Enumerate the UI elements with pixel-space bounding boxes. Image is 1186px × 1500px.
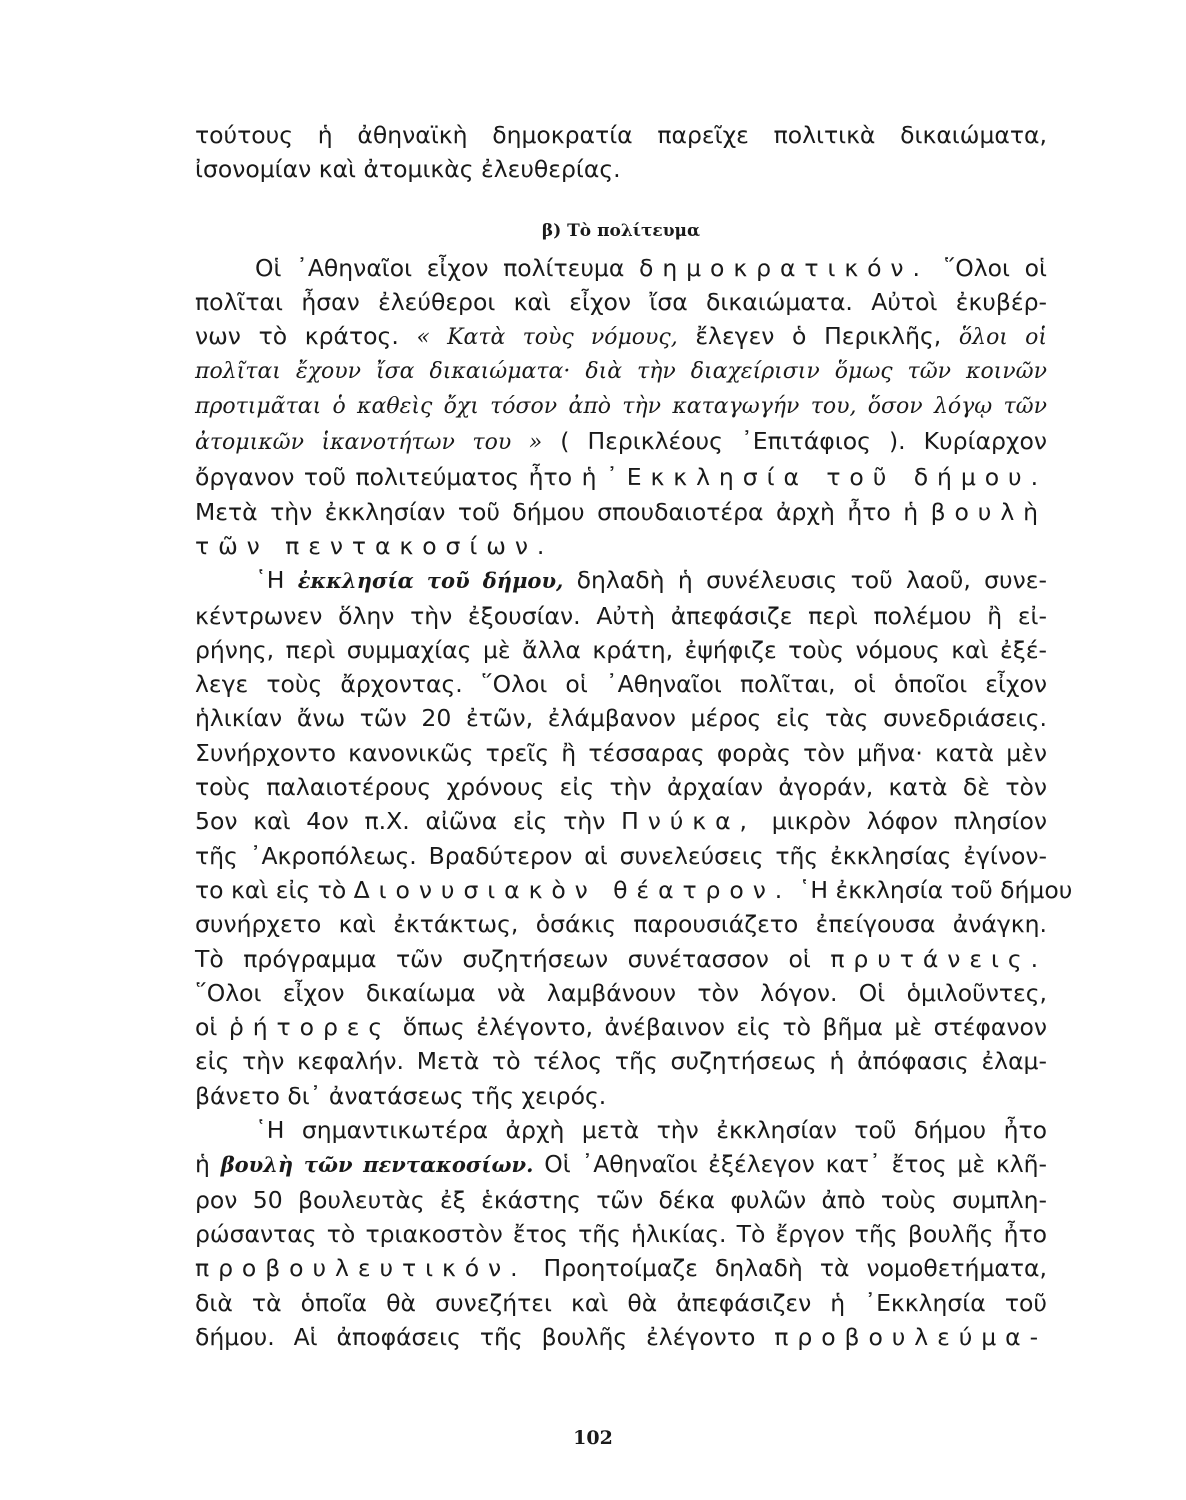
text-line: εἰς τὴν κεφαλήν. Μετὰ τὸ τέλος τῆς συζητήσεως ἡ ἀπόφασις ἐλαμ- [195, 1047, 1047, 1076]
spaced-term: προβουλεύμα- [774, 1322, 1047, 1351]
text-line: ρήνης, περὶ συμμαχίας μὲ ἄλλα κράτη, ἐψήφιζε τοὺς νόμους καὶ ἐξέ- [195, 635, 1047, 664]
text-run: ἔλεγεν ὁ Περικλῆς, [677, 322, 959, 351]
text-line [195, 873, 1073, 907]
text-line: συνήρχετο καὶ ἐκτάκτως, ὁσάκις παρουσιάζετο ἐπείγουσα ἀνάγκη. [195, 910, 1047, 939]
text-line [195, 942, 1047, 976]
text-line: διὰ τὰ ὁποῖα θὰ συνεζήτει καὶ θὰ ἀπεφάσιζεν ἡ ᾿Εκκλησία τοῦ [195, 1288, 1047, 1317]
text-run: ἡ [195, 1150, 221, 1179]
text-run: δηλαδὴ ἡ συνέλευσις τοῦ λαοῦ, συνε- [563, 566, 1047, 595]
text-line: κέντρωνεν ὅλην τὴν ἐξουσίαν. Αὐτὴ ἀπεφάσιζε περὶ πολέμου ἢ εἰ- [195, 601, 1047, 630]
text-line: ρώσαντας τὸ τριακοστὸν ἔτος τῆς ἡλικίας. Τὸ ἔργον τῆς βουλῆς ἦτο [195, 1219, 1047, 1248]
emphasis-term: ἐκκλησία τοῦ δήμου, [297, 568, 564, 594]
text-line [195, 804, 1047, 838]
text-line [195, 460, 1047, 494]
text-line: λεγε τοὺς ἄρχοντας. ῞Ολοι οἱ ᾿Αθηναῖοι πολῖται, οἱ ὁποῖοι εἶχον [195, 670, 1047, 699]
spaced-term: πρυτάνεις. [830, 944, 1047, 973]
emphasis-term: βουλὴ τῶν πεντακοσίων. [220, 1152, 534, 1178]
quote-line: πολῖται ἔχουν ἴσα δικαιώματα· διὰ τὴν διαχείρισιν ὅμως τῶν κοινῶν [195, 359, 1047, 385]
text-line [195, 1147, 1047, 1182]
text-line [195, 1320, 1047, 1354]
spaced-term: Πνύκα, [621, 807, 756, 836]
spaced-term: ῥήτορες [228, 1013, 392, 1042]
text-run: Τὸ πρόγραμμα τῶν συζητήσεων συνέτασσον οἱ [195, 944, 831, 973]
text-run: το καὶ εἰς τὸ [195, 875, 354, 904]
spaced-term: Διονυσιακὸν θέατρον. [353, 875, 792, 904]
text-run: Οἱ ᾿Αθηναῖοι ἐξέλεγον κατ᾿ ἔτος μὲ κλῆ- [533, 1150, 1047, 1179]
text-line: ἡλικίαν ἄνω τῶν 20 ἐτῶν, ἐλάμβανον μέρος εἰς τὰς συνεδριάσεις. [195, 704, 1047, 733]
quote-text: « Κατὰ τοὺς νόμους, [416, 325, 678, 351]
text-run: ῾Η [255, 566, 298, 595]
text-line [195, 563, 1047, 598]
text-run: νων τὸ κράτος. [195, 322, 417, 351]
text-line: ρον 50 βουλευτὰς ἐξ ἑκάστης τῶν δέκα φυλῶν ἀπὸ τοὺς συμπλη- [195, 1185, 1047, 1214]
text-line [195, 424, 1047, 460]
text-line [195, 251, 1047, 285]
spaced-term: προβουλευτικόν. [195, 1254, 527, 1283]
quote-line: προτιμᾶται ὁ καθεὶς ὄχι τόσον ἀπὸ τὴν καταγωγήν του, ὅσον λόγῳ τῶν [195, 393, 1047, 419]
text-run: 5ον καὶ 4ον π.Χ. αἰῶνα εἰς τὴν [195, 807, 622, 836]
text-line: βάνετο δι᾿ ἀνατάσεως τῆς χειρός. [195, 1081, 607, 1110]
text-line: τοὺς παλαιοτέρους χρόνους εἰς τὴν ἀρχαίαν ἀγοράν, κατὰ δὲ τὸν [195, 773, 1047, 802]
spaced-term: τῶν πεντακοσίων. [195, 531, 554, 560]
page-body [195, 118, 1073, 1354]
text-line [195, 1010, 1047, 1044]
text-run: Οἱ ᾿Αθηναῖοι εἶχον πολίτευμα [255, 253, 640, 282]
text-run: δήμου. Αἱ ἀποφάσεις τῆς βουλῆς ἐλέγοντο [195, 1322, 775, 1351]
text-line: τούτους ἡ ἀθηναϊκὴ δημοκρατία παρεῖχε πολιτικὰ δικαιώματα, [195, 121, 1047, 149]
spaced-term: ᾿Εκκλησία τοῦ δήμου. [606, 463, 1047, 492]
text-line [195, 1251, 1047, 1285]
text-line: τῆς ᾿Ακροπόλεως. Βραδύτερον αἱ συνελεύσεις τῆς ἐκκλησίας ἐγίνον- [195, 841, 1047, 870]
text-run: ῾Η ἐκκλησία τοῦ δήμου [791, 875, 1073, 904]
text-run: οἱ [195, 1013, 229, 1042]
text-line: πολῖται ἦσαν ἐλεύθεροι καὶ εἶχον ἴσα δικαιώματα. Αὐτοὶ ἐκυβέρ- [195, 287, 1047, 316]
quote-text: ὅλοι οἱ [958, 325, 1047, 351]
text-line: ῾Η σημαντικωτέρα ἀρχὴ μετὰ τὴν ἐκκλησίαν τοῦ δήμου ἦτο [255, 1116, 1047, 1145]
spaced-term: δημοκρατικόν. [639, 253, 929, 282]
page-number: 102 [573, 1427, 613, 1449]
text-run: ( Περικλέους ᾿Επιτάφιος ). Κυρίαρχον [542, 427, 1048, 456]
section-heading: β) Τὸ πολίτευμα [541, 220, 701, 241]
text-line: ῞Ολοι εἶχον δικαίωμα νὰ λαμβάνουν τὸν λόγον. Οἱ ὁμιλοῦντες, [195, 978, 1047, 1007]
text-run: μικρὸν λόφον πλησίον [755, 807, 1047, 836]
spaced-term: βουλὴ [930, 497, 1047, 526]
text-run: ὅπως ἐλέγοντο, ἀνέβαινον εἰς τὸ βῆμα μὲ στέφανον [391, 1013, 1047, 1042]
text-line [195, 495, 1047, 529]
text-line [195, 529, 1047, 563]
text-run: ῞Ολοι οἱ [928, 253, 1047, 282]
text-run: Προητοίμαζε δηλαδὴ τὰ νομοθετήματα, [526, 1254, 1047, 1283]
text-line: Συνήρχοντο κανονικῶς τρεῖς ἢ τέσσαρας φορὰς τὸν μῆνα· κατὰ μὲν [195, 738, 1047, 767]
text-run: Μετὰ τὴν ἐκκλησίαν τοῦ δήμου σπουδαιοτέρα ἀρχὴ ἦτο ἡ [195, 497, 931, 526]
text-line [195, 319, 1047, 355]
quote-text: ἀτομικῶν ἱκανοτήτων του » [195, 430, 543, 456]
text-line: ἰσονομίαν καὶ ἀτομικὰς ἐλευθερίας. [195, 155, 621, 184]
text-run: ὄργανον τοῦ πολιτεύματος ἦτο ἡ [195, 463, 607, 492]
